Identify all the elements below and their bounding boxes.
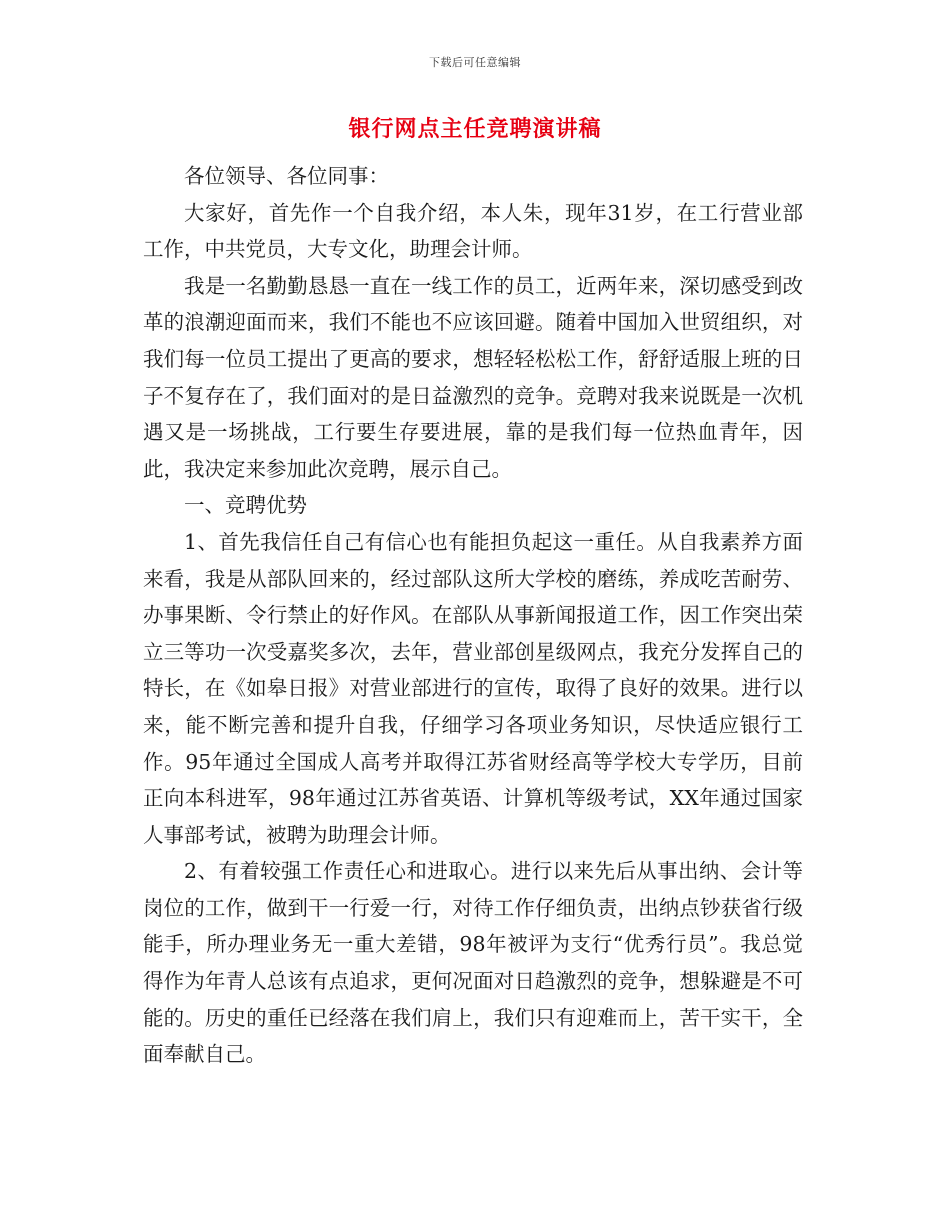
page-header-note: 下载后可任意编辑 [429, 56, 521, 69]
advantage-paragraph-2: 2、有着较强工作责任心和进取心。进行以来先后从事出纳、会计等岗位的工作，做到干一行爱一行，对待工作仔细负责，出纳点钞获省行级能手，所办理业务无一重大差错，98年被评为支行“优秀行员”。我总觉得作为年青人总该有点追求，更何况面对日趋激烈的竞争，想躲避是不可能的。历史的重任已经落在我们肩上，我们只有迎难而上，苦干实干，全面奉献自己。 [143, 859, 803, 1067]
document-title: 银行网点主任竞聘演讲稿 [348, 116, 602, 142]
salutation-paragraph: 各位领导、各位同事： [184, 164, 389, 188]
section-heading: 一、竞聘优势 [184, 493, 307, 518]
document-body [143, 158, 803, 1073]
motivation-paragraph: 我是一名勤勤恳恳一直在一线工作的员工，近两年来，深切感受到改革的浪潮迎面而来，我们不能也不应该回避。随着中国加入世贸组织，对我们每一位员工提出了更高的要求，想轻轻松松工作，舒舒适服上班的日子不复存在了，我们面对的是日益激烈的竞争。竞聘对我来说既是一次机遇又是一场挑战，工行要生存要进展，靠的是我们每一位热血青年，因此，我决定来参加此次竞聘，展示自己。 [143, 273, 803, 481]
introduction-paragraph: 大家好，首先作一个自我介绍，本人朱，现年31岁，在工行营业部工作，中共党员，大专文化，助理会计师。 [143, 200, 803, 262]
advantage-paragraph-1: 1、首先我信任自己有信心也有能担负起这一重任。从自我素养方面来看，我是从部队回来的，经过部队这所大学校的磨练，养成吃苦耐劳、办事果断、令行禁止的好作风。在部队从事新闻报道工作，因工作突出荣立三等功一次受嘉奖多次，去年，营业部创星级网点，我充分发挥自己的特长，在《如皋日报》对营业部进行的宣传，取得了良好的效果。进行以来，能不断完善和提升自我，仔细学习各项业务知识，尽快适应银行工作。95年通过全国成人高考并取得江苏省财经高等学校大专学历，目前正向本科进军，98年通过江苏省英语、计算机等级考试，XX年通过国家人事部考试，被聘为助理会计师。 [143, 529, 803, 847]
